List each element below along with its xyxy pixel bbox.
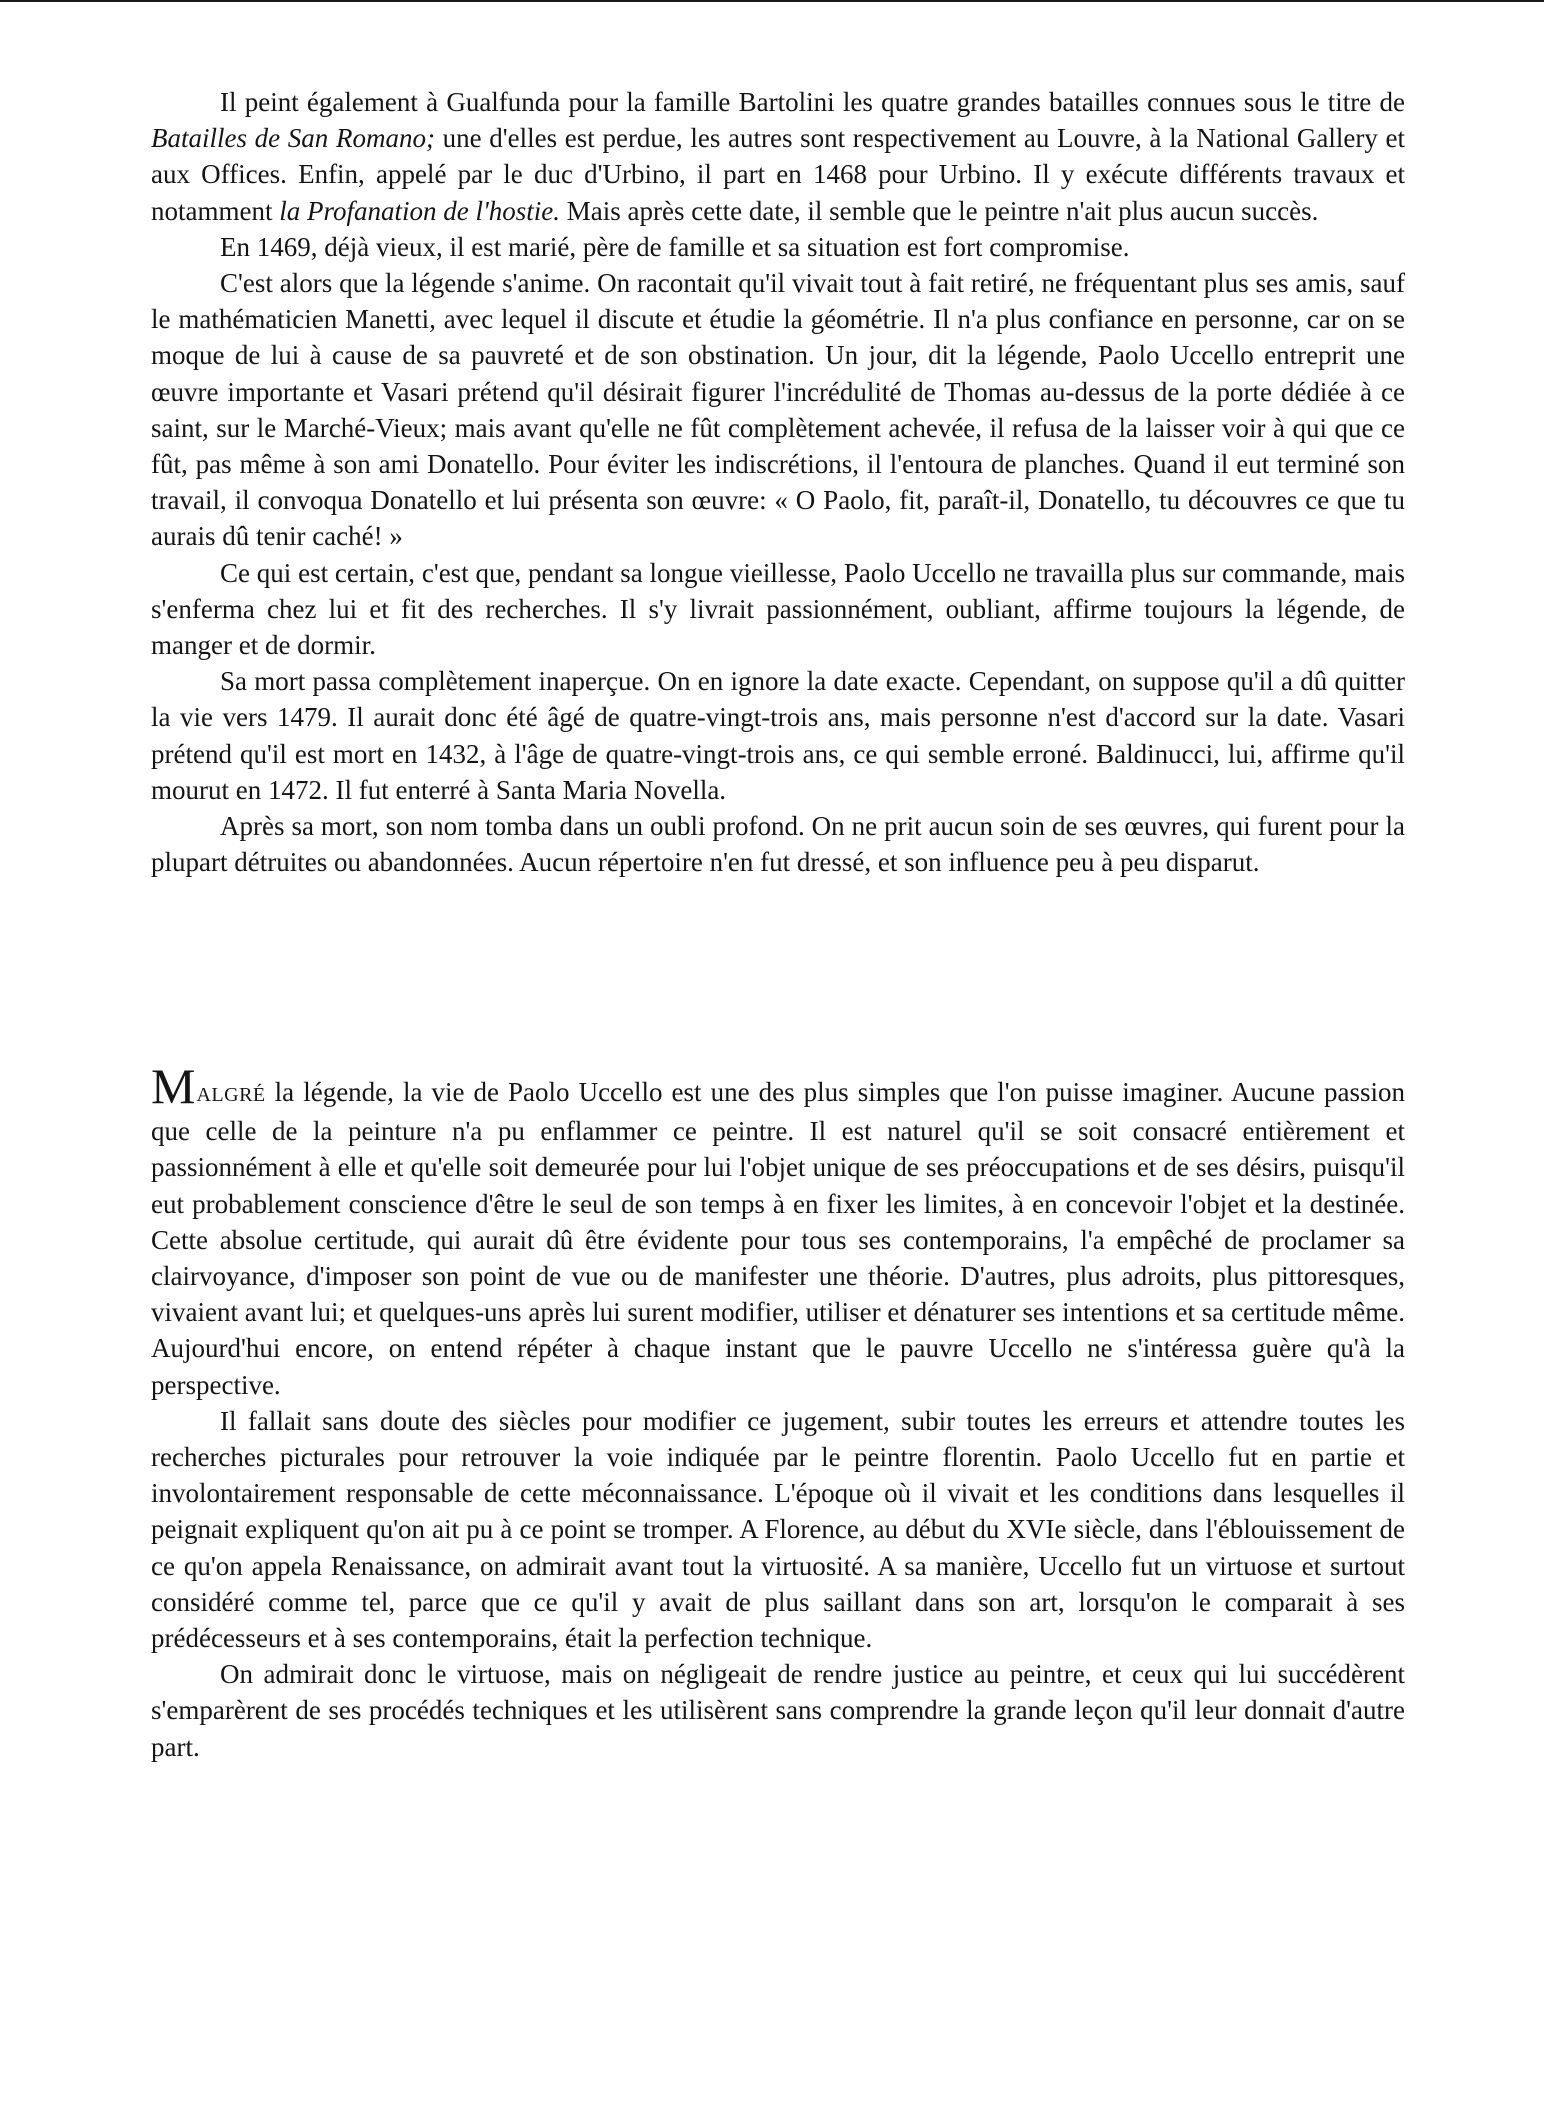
drop-initial: M bbox=[151, 1058, 196, 1114]
paragraph: Il fallait sans doute des siècles pour modifier ce jugement, subir toutes les erreurs et attendre toutes les recherches picturales pour retrouver la voie indiquée par le peintre florentin. Paolo Uccello fut en partie et involontairement responsable de cette méconnaissance. L'époque où il vivait et les conditions dans lesquelles il peignait expliquent qu'on ait pu à ce point se tromper. A Florence, au début du XVIe siècle, dans l'éblouissement de ce qu'on appela Renaissance, on admirait avant tout la virtuosité. A sa manière, Uccello fut un virtuose et surtout considéré comme tel, parce que ce qu'il y avait de plus saillant dans son art, lorsqu'on le comparait à ses prédécesseurs et à ses contemporains, était la perfection technique. bbox=[151, 1405, 1405, 1654]
paragraph: En 1469, déjà vieux, il est marié, père de famille et sa situation est fort compromise. bbox=[220, 231, 1130, 262]
small-caps-word: ALGRÉ bbox=[196, 1084, 266, 1106]
paragraph-text: Il peint également à Gualfunda pour la famille Bartolini les quatre grandes batailles connues sous le titre de bbox=[220, 87, 1405, 117]
paragraph: On admirait donc le virtuose, mais on négligeait de rendre justice au peintre, et ceux qui lui succédèrent s'emparèrent de ses procédés techniques et les utilisèrent sans comprendre la grande leçon qu'il leur donnait d'autre part. bbox=[151, 1659, 1405, 1762]
paragraph: Ce qui est certain, c'est que, pendant sa longue vieillesse, Paolo Uccello ne travailla plus sur commande, mais s'enferma chez lui et fit des recherches. Il s'y livrait passionnément, oubliant, affirme toujours la légende, de manger et de dormir. bbox=[151, 557, 1405, 661]
text-section-1 bbox=[151, 84, 1405, 880]
paragraph bbox=[151, 84, 1405, 229]
paragraph-text: une d'elles est perdue, les autres sont respectivement au Louvre, à la National Gallery et aux Offices. Enfin, appelé par le duc d'Urbino, il part en 1468 pour Urbino. Il y exécute différents travaux et notamment bbox=[151, 123, 1405, 226]
paragraph-text: Mais après cette date, il semble que le peintre n'ait plus aucun succès. bbox=[560, 195, 1319, 226]
paragraph: Après sa mort, son nom tomba dans un oubli profond. On ne prit aucun soin de ses œuvres, qui furent pour la plupart détruites ou abandonnées. Aucun répertoire n'en fut dressé, et son influence peu à peu disparut. bbox=[151, 811, 1405, 878]
paragraph-text: la légende, la vie de Paolo Uccello est une des plus simples que l'on puisse imaginer. Aucune passion que celle de la peinture n'a pu enflammer ce peintre. Il est naturel qu'il se soit consacré entièrement et passionnément à elle et qu'elle soit demeurée pour lui l'objet unique de ses préoccupations et de ses désirs, puisqu'il eut probablement conscience d'être le seul de son temps à en fixer les limites, à en concevoir l'objet et la destinée. Cette absolue certitude, qui aurait dû être évidente pour tous ses contemporains, l'a empêché de proclamer sa clairvoyance, d'imposer son point de vue ou de manifester une théorie. D'autres, plus adroits, plus pittoresques, vivaient avant lui; et quelques-uns après lui surent modifier, utiliser et dénaturer ses intentions et sa certitude même. Aujourd'hui encore, on entend répéter à chaque instant que le pauvre Uccello ne s'intéressa guère qu'à la perspective. bbox=[151, 1077, 1405, 1400]
paragraph: C'est alors que la légende s'anime. On racontait qu'il vivait tout à fait retiré, ne fréquentant plus ses amis, sauf le mathématicien Manetti, avec lequel il discute et étudie la géométrie. Il n'a plus confiance en personne, car on se moque de lui à cause de sa pauvreté et de son obstination. Un jour, dit la légende, Paolo Uccello entreprit une œuvre importante et Vasari prétend qu'il désirait figurer l'incrédulité de Thomas au-dessus de la porte dédiée à ce saint, sur le Marché-Vieux; mais avant qu'elle ne fût complètement achevée, il refusa de la laisser voir à qui que ce fût, pas même à son ami Donatello. Pour éviter les indiscrétions, il l'entoura de planches. Quand il eut terminé son travail, il convoqua Donatello et lui présenta son œuvre: « O Paolo, fit, paraît-il, Donatello, tu découvres ce que tu aurais dû tenir caché! » bbox=[151, 268, 1405, 552]
text-section-2 bbox=[151, 1058, 1405, 1765]
italic-title: la Profanation de l'hostie. bbox=[279, 195, 560, 226]
paragraph: Sa mort passa complètement inaperçue. On en ignore la date exacte. Cependant, on suppose qu'il a dû quitter la vie vers 1479. Il aurait donc été âgé de quatre-vingt-trois ans, mais personne n'est d'accord sur la date. Vasari prétend qu'il est mort en 1432, à l'âge de quatre-vingt-trois ans, ce qui semble erroné. Baldinucci, lui, affirme qu'il mourut en 1472. Il fut enterré à Santa Maria Novella. bbox=[151, 666, 1405, 805]
top-rule bbox=[0, 0, 1544, 2]
italic-title: Batailles de San Romano; bbox=[151, 123, 435, 154]
paragraph bbox=[151, 1058, 1405, 1403]
